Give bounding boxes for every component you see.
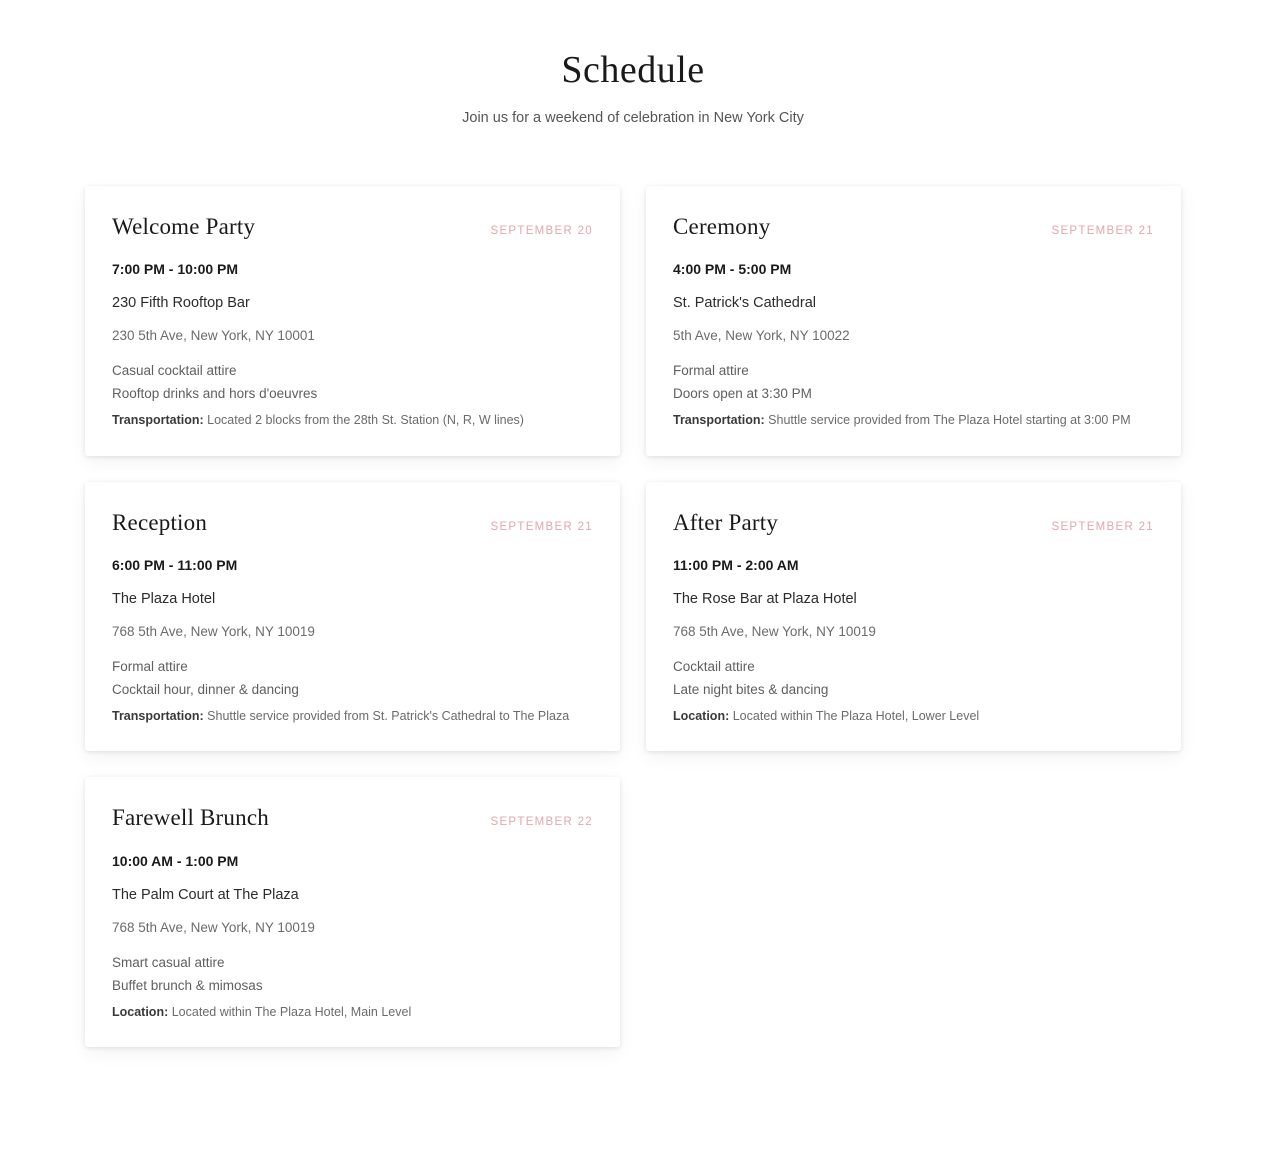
event-time: 4:00 PM - 5:00 PM [673,261,792,278]
event-note [112,412,593,430]
event-name: After Party [673,509,779,535]
event-card-header [112,214,593,239]
event-details: Doors open at 3:30 PM [673,386,812,402]
event-note-label: Transportation: [112,413,204,428]
page-subtitle: Join us for a weekend of celebration in New York City [462,109,804,126]
event-note-label: Location: [112,1004,169,1019]
event-card [646,482,1181,752]
event-note-text: Shuttle service provided from St. Patrick's Cathedral to The Plaza [207,708,570,723]
event-card-header [112,510,593,535]
event-name: Ceremony [673,213,771,239]
page-title: Schedule [561,49,705,91]
event-note [673,708,1154,726]
event-details: Cocktail hour, dinner & dancing [112,681,299,697]
event-note-label: Transportation: [673,413,765,428]
event-venue: The Rose Bar at Plaza Hotel [673,590,857,607]
event-date: SEPTEMBER 20 [490,224,593,237]
event-address: 230 5th Ave, New York, NY 10001 [112,328,315,344]
event-note-text: Shuttle service provided from The Plaza Hotel starting at 3:00 PM [768,413,1131,428]
event-time: 11:00 PM - 2:00 AM [673,556,799,573]
event-address: 768 5th Ave, New York, NY 10019 [112,623,315,639]
event-name: Welcome Party [112,213,256,239]
schedule-card-grid [85,186,1181,1047]
event-note-label: Transportation: [112,708,204,723]
event-name: Reception [112,509,208,535]
event-note [112,708,593,726]
event-date: SEPTEMBER 22 [490,816,593,829]
event-card [85,186,620,456]
event-address: 768 5th Ave, New York, NY 10019 [112,919,315,935]
event-date: SEPTEMBER 21 [490,520,593,533]
event-card [85,777,620,1047]
event-card [85,482,620,752]
event-details: Buffet brunch & mimosas [112,977,263,993]
event-note [112,1004,593,1022]
event-attire: Formal attire [112,658,188,674]
event-address: 5th Ave, New York, NY 10022 [673,328,850,344]
event-attire: Casual cocktail attire [112,363,237,379]
event-details: Late night bites & dancing [673,681,829,697]
event-time: 7:00 PM - 10:00 PM [112,261,239,278]
event-card-header [673,510,1154,535]
event-attire: Cocktail attire [673,658,755,674]
event-note-label: Location: [673,708,730,723]
event-venue: 230 Fifth Rooftop Bar [112,295,250,312]
event-address: 768 5th Ave, New York, NY 10019 [673,623,876,639]
event-note [673,412,1154,430]
event-details: Rooftop drinks and hors d'oeuvres [112,386,318,402]
event-note-text: Located within The Plaza Hotel, Lower Level [732,708,980,723]
event-attire: Smart casual attire [112,954,225,970]
event-note-text: Located 2 blocks from the 28th St. Station (N, R, W lines) [207,413,524,428]
event-card-header [112,805,593,830]
event-venue: The Palm Court at The Plaza [112,886,299,903]
event-venue: The Plaza Hotel [112,590,216,607]
event-attire: Formal attire [673,363,749,379]
event-date: SEPTEMBER 21 [1051,520,1154,533]
event-time: 10:00 AM - 1:00 PM [112,852,239,869]
event-card-header [673,214,1154,239]
event-card [646,186,1181,456]
page-header [0,50,1266,126]
event-time: 6:00 PM - 11:00 PM [112,556,238,573]
event-venue: St. Patrick's Cathedral [673,295,816,312]
event-date: SEPTEMBER 21 [1051,224,1154,237]
event-note-text: Located within The Plaza Hotel, Main Level [171,1004,412,1019]
event-name: Farewell Brunch [112,805,269,831]
